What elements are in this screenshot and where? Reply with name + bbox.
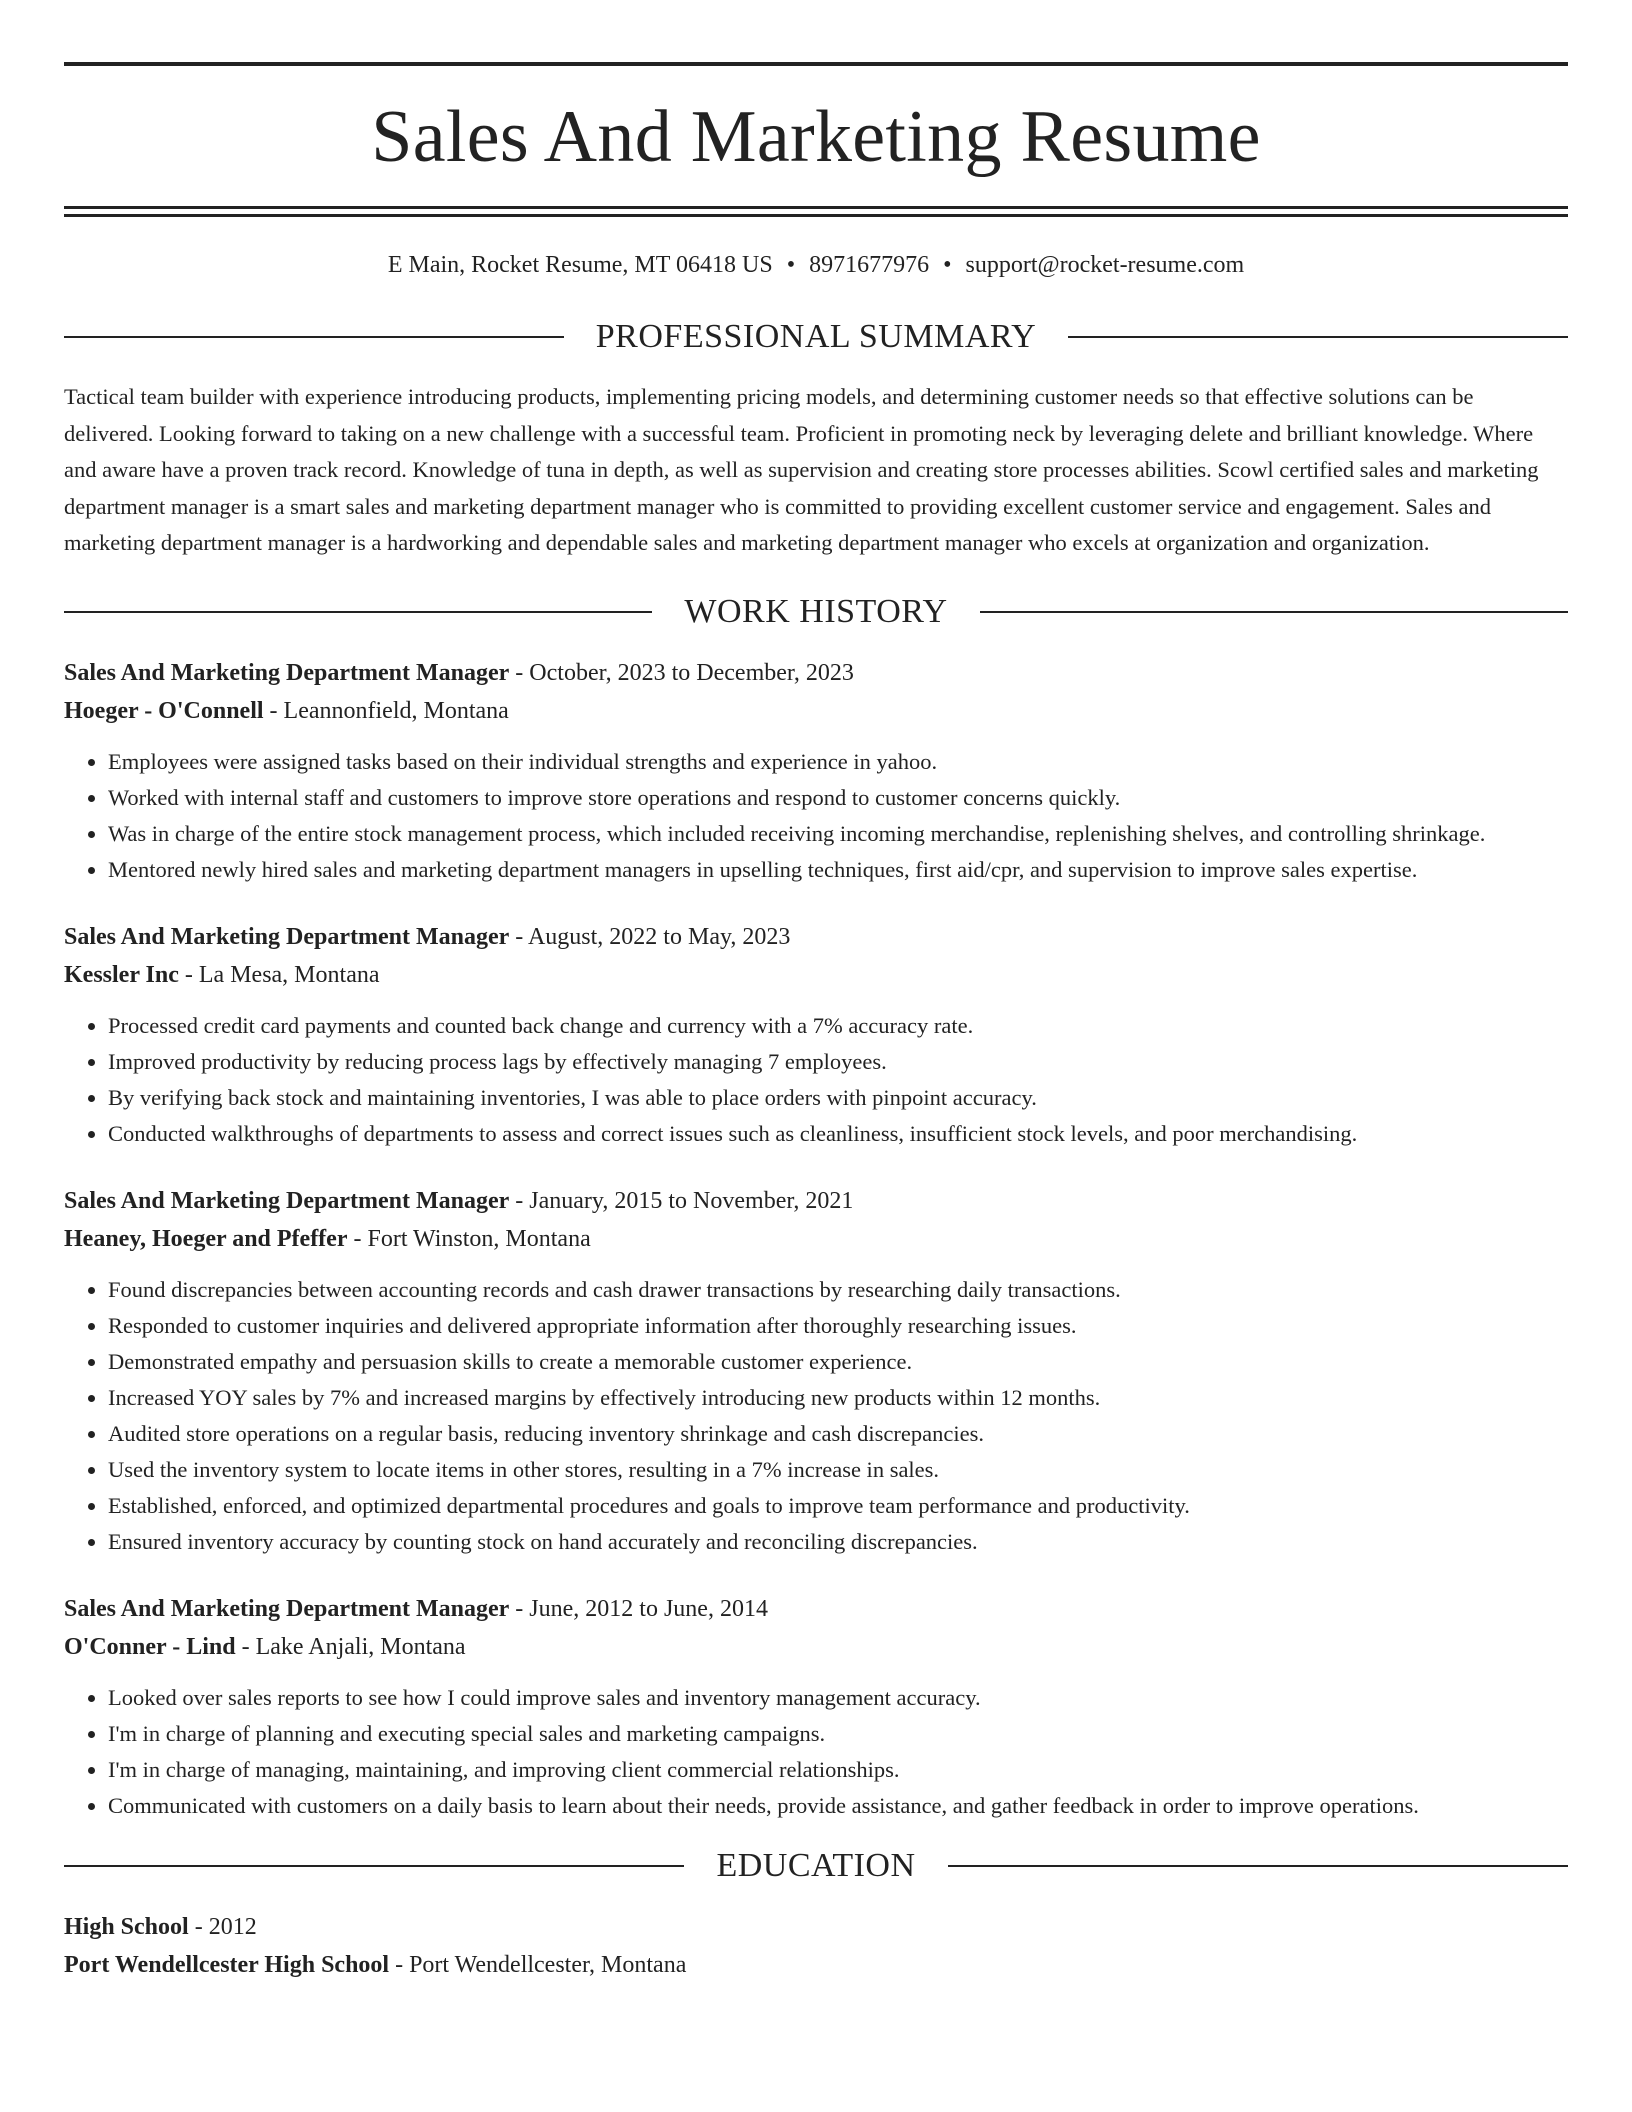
job-bullets <box>64 744 1568 888</box>
job-bullets <box>64 1680 1568 1824</box>
job-company-line <box>64 692 1568 730</box>
job-entry <box>64 918 1568 1152</box>
job-title: Sales And Marketing Department Manager <box>64 1595 510 1622</box>
contact-email: support@rocket-resume.com <box>965 252 1245 278</box>
section-rule-right <box>948 1865 1568 1867</box>
job-bullet: • Looked over sales reports to see how I could improve sales and inventory management accuracy. <box>108 1680 1568 1716</box>
job-bullet: • Mentored newly hired sales and marketing department managers in upselling techniques, first aid/cpr, and supervision to improve sales expertise. <box>108 852 1568 888</box>
education-year: - 2012 <box>188 1913 257 1940</box>
job-company-line <box>64 1220 1568 1258</box>
section-rule-right <box>980 611 1568 613</box>
job-bullet: • Responded to customer inquiries and delivered appropriate information after thoroughly researching issues. <box>108 1308 1568 1344</box>
job-bullet: • I'm in charge of planning and executing special sales and marketing campaigns. <box>108 1716 1568 1752</box>
professional-summary-text: Tactical team builder with experience introducing products, implementing pricing models, and determining customer needs so that effective solutions can be delivered. Looking forward to taking on a new challenge with a successful team. Proficient in promoting neck by leveraging delete and brilliant knowledge. Where and aware have a proven track record. Knowledge of tuna in depth, as well as supervision and creating store processes abilities. Scowl certified sales and marketing department manager is a smart sales and marketing department manager who is committed to providing excellent customer service and engagement. Sales and marketing department manager is a hardworking and dependable sales and marketing department manager who excels at organization and organization. <box>64 384 1539 555</box>
education-school: Port Wendellcester High School <box>64 1951 390 1978</box>
job-title-line <box>64 918 1568 956</box>
job-bullet: • Demonstrated empathy and persuasion skills to create a memorable customer experience. <box>108 1344 1568 1380</box>
section-rule-left <box>64 336 564 338</box>
job-entry <box>64 654 1568 888</box>
contact-separator: • <box>786 252 796 278</box>
job-dates: - January, 2015 to November, 2021 <box>509 1187 854 1214</box>
resume-title: Sales And Marketing Resume <box>371 96 1261 178</box>
contact-address: E Main, Rocket Resume, MT 06418 US <box>387 252 773 278</box>
job-bullet: • Processed credit card payments and counted back change and currency with a 7% accuracy rate. <box>108 1008 1568 1044</box>
work-history-list <box>64 654 1568 1824</box>
section-title-summary: PROFESSIONAL SUMMARY <box>595 318 1037 355</box>
job-bullet: • Used the inventory system to locate items in other stores, resulting in a 7% increase in sales. <box>108 1452 1568 1488</box>
job-bullet: • I'm in charge of managing, maintaining, and improving client commercial relationships. <box>108 1752 1568 1788</box>
contact-phone: 8971677976 <box>809 252 930 278</box>
section-title-education: EDUCATION <box>716 1846 916 1884</box>
contact-line <box>64 249 1568 281</box>
job-bullet: • Ensured inventory accuracy by counting stock on hand accurately and reconciling discrepancies. <box>108 1524 1568 1560</box>
job-dates: - October, 2023 to December, 2023 <box>509 659 854 686</box>
job-bullet: • Conducted walkthroughs of departments to assess and correct issues such as cleanliness, insufficient stock levels, and poor merchandising. <box>108 1116 1568 1152</box>
job-company: Kessler Inc <box>64 961 179 988</box>
job-location: - Lake Anjali, Montana <box>235 1633 466 1660</box>
section-rule-right <box>1068 336 1568 338</box>
job-company-line <box>64 1628 1568 1666</box>
job-dates: - August, 2022 to May, 2023 <box>509 923 791 950</box>
job-title: Sales And Marketing Department Manager <box>64 923 510 950</box>
section-rule-left <box>64 1865 684 1867</box>
job-title-line <box>64 654 1568 692</box>
job-bullet: • Increased YOY sales by 7% and increased margins by effectively introducing new products within 12 months. <box>108 1380 1568 1416</box>
job-company: Hoeger - O'Connell <box>64 697 264 724</box>
contact-separator: • <box>943 252 952 278</box>
job-location: - Leannonfield, Montana <box>263 697 509 724</box>
education-school-line <box>64 1946 1568 1984</box>
job-dates: - June, 2012 to June, 2014 <box>509 1595 768 1622</box>
education-degree: High School <box>64 1913 189 1940</box>
job-title: Sales And Marketing Department Manager <box>64 1187 510 1214</box>
top-rule <box>64 62 1568 66</box>
job-bullet: • Employees were assigned tasks based on their individual strengths and experience in yahoo. <box>108 744 1568 780</box>
job-location: - Fort Winston, Montana <box>347 1225 591 1252</box>
title-double-rule <box>64 206 1568 217</box>
job-bullet: • Audited store operations on a regular basis, reducing inventory shrinkage and cash discrepancies. <box>108 1416 1568 1452</box>
job-entry <box>64 1182 1568 1560</box>
job-bullet: • Improved productivity by reducing process lags by effectively managing 7 employees. <box>108 1044 1568 1080</box>
job-bullets <box>64 1008 1568 1152</box>
job-company-line <box>64 956 1568 994</box>
section-header-summary <box>64 317 1568 357</box>
job-title-line <box>64 1182 1568 1220</box>
section-header-work <box>64 592 1568 632</box>
section-title-work: WORK HISTORY <box>684 592 948 630</box>
education-location: - Port Wendellcester, Montana <box>389 1951 687 1978</box>
education-entry <box>64 1908 1568 1984</box>
job-bullet: • Worked with internal staff and customers to improve store operations and respond to customer concerns quickly. <box>108 780 1568 816</box>
job-bullet: • By verifying back stock and maintaining inventories, I was able to place orders with pinpoint accuracy. <box>108 1080 1568 1116</box>
job-bullet: • Established, enforced, and optimized departmental procedures and goals to improve team performance and productivity. <box>108 1488 1568 1524</box>
section-rule-left <box>64 611 652 613</box>
resume-page <box>64 0 1568 1984</box>
education-degree-line <box>64 1908 1568 1946</box>
section-header-education <box>64 1846 1568 1886</box>
job-title: Sales And Marketing Department Manager <box>64 659 510 686</box>
job-company: Heaney, Hoeger and Pfeffer <box>64 1225 348 1252</box>
job-entry <box>64 1590 1568 1824</box>
job-bullet: • Communicated with customers on a daily basis to learn about their needs, provide assistance, and gather feedback in order to improve operations. <box>108 1788 1568 1824</box>
job-location: - La Mesa, Montana <box>178 961 380 988</box>
job-title-line <box>64 1590 1568 1628</box>
job-bullets <box>64 1272 1568 1560</box>
job-bullet: • Was in charge of the entire stock management process, which included receiving incoming merchandise, replenishing shelves, and controlling shrinkage. <box>108 816 1568 852</box>
job-company: O'Conner - Lind <box>64 1633 236 1660</box>
job-bullet: • Found discrepancies between accounting records and cash drawer transactions by researching daily transactions. <box>108 1272 1568 1308</box>
